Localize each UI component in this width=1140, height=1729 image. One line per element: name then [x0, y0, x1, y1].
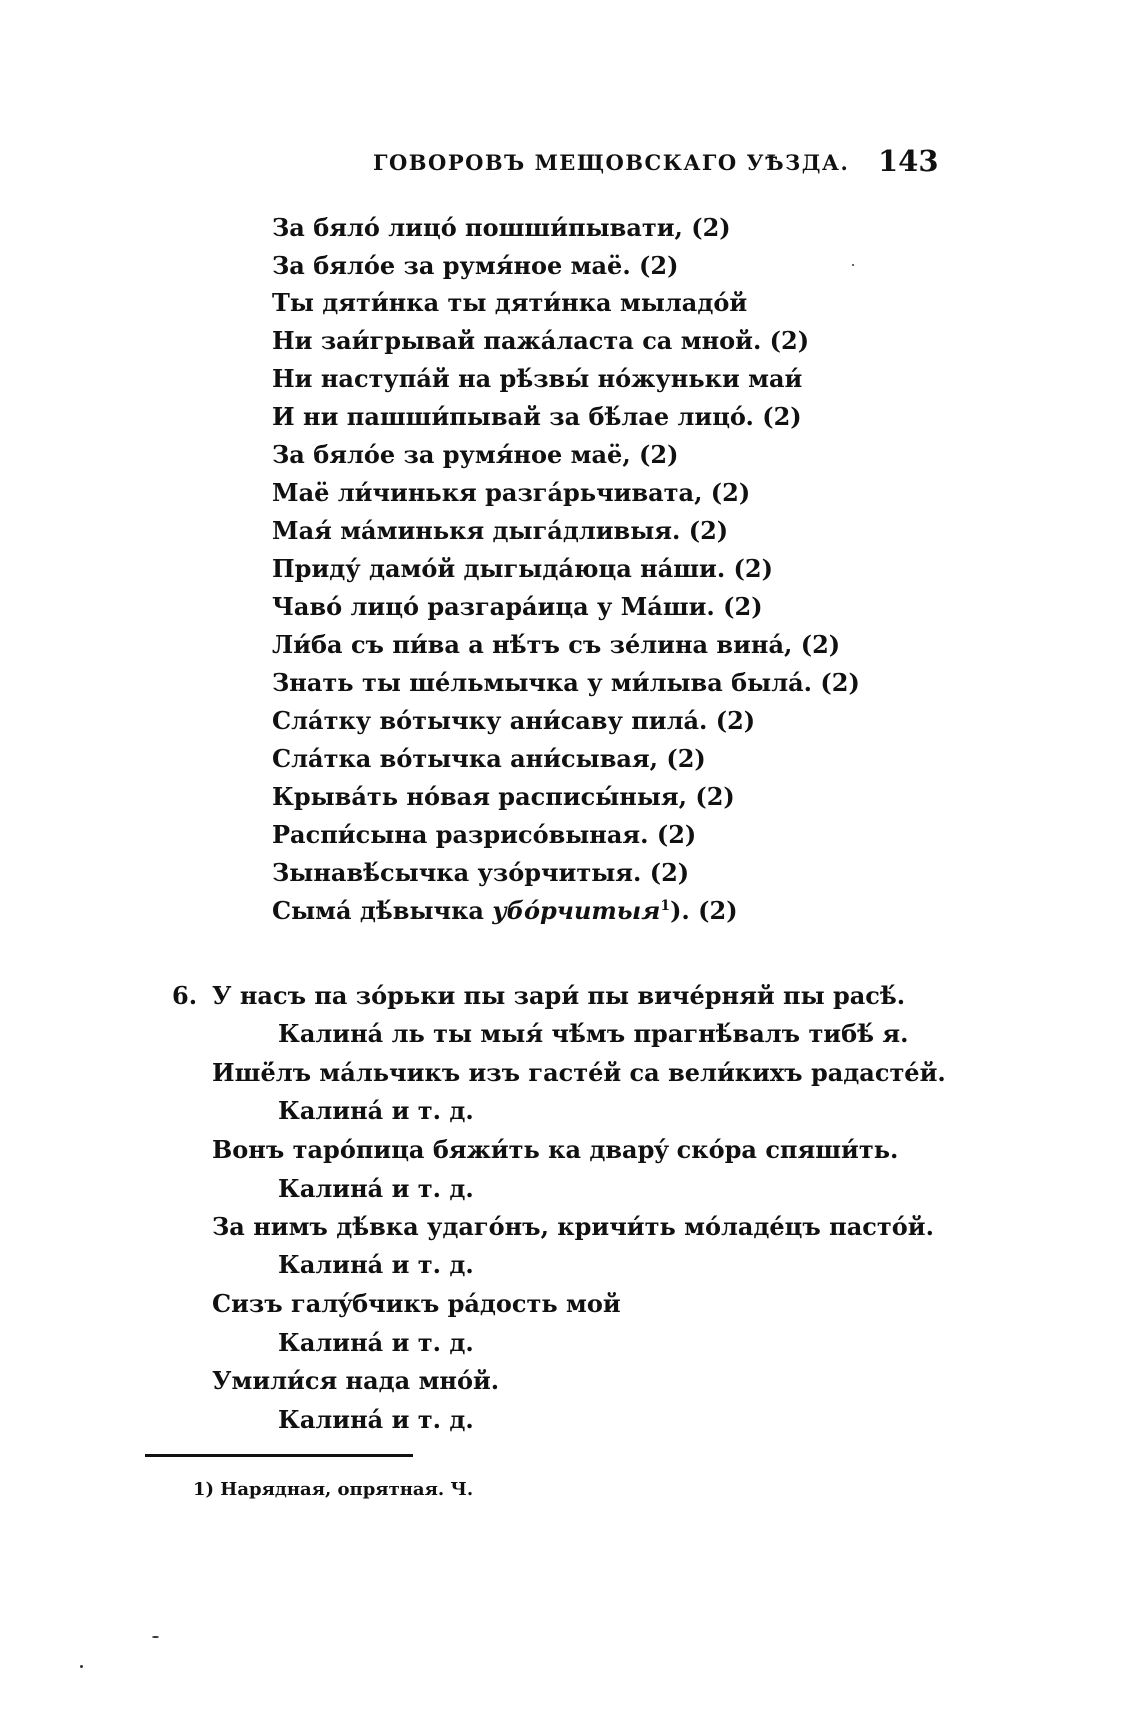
verse-line: У насъ па зóрьки пы зари́ пы вичéрняй пы расѣ́. — [212, 981, 906, 1010]
verse-line: Маё ли́чинькя разгáрьчивата, (2) — [272, 478, 751, 507]
verse-line: Крывáть нóвая расписы́ныя, (2) — [272, 782, 735, 811]
refrain-line: Калинá и т. д. — [278, 1405, 474, 1434]
verse-line-with-footnote — [272, 896, 738, 926]
italic-word: убóрчитыя — [492, 896, 661, 925]
refrain-line: Калинá и т. д. — [278, 1328, 474, 1357]
running-title: ГОВОРОВЪ МЕЩОВСКАГО УѢЗДА. — [373, 150, 850, 175]
verse-line: Ты дяти́нка ты дяти́нка мыладóй — [272, 288, 748, 317]
refrain-line: Калинá и т. д. — [278, 1096, 474, 1125]
verse-line: Ни заи́грывай пажáласта са мной. (2) — [272, 326, 810, 355]
verse-line: И ни пашши́пывай за бѣ́лае лицó. (2) — [272, 402, 802, 431]
verse-line: За нимъ дѣ́вка удагóнъ, кричи́ть мóладéцъ пастóй. — [212, 1212, 934, 1241]
scan-speck — [852, 264, 854, 266]
verse-line: Умили́ся нада мнóй. — [212, 1366, 500, 1395]
verse-line: За бялó лицó пошши́пывати, (2) — [272, 213, 731, 242]
verse-line: Ишё́лъ мáльчикъ изъ гастéй са вели́кихъ радастéй. — [212, 1058, 946, 1087]
refrain-line: Калинá и т. д. — [278, 1250, 474, 1279]
verse-line: Мая́ мáминькя дыгáдливыя. (2) — [272, 516, 729, 545]
verse-line: Приду́ дамóй дыгыдáюца нáши. (2) — [272, 554, 773, 583]
footnote-divider — [145, 1454, 413, 1457]
verse-text: ). (2) — [670, 896, 738, 925]
scan-speck — [80, 1665, 83, 1668]
verse-line: За бялóе за румя́ное маё, (2) — [272, 440, 679, 469]
refrain-line: Калинá ль ты мыя́ чѣ́мъ прагнѣ́валъ тибѣ́ я. — [278, 1019, 909, 1048]
verse-line: Ли́ба съ пи́ва а нѣ́тъ съ зе́лина винá, (2) — [272, 630, 841, 659]
verse-line: Вонъ тарóпица бяжи́ть ка дварý скóра спяши́ть. — [212, 1135, 899, 1164]
verse-line: Слáтка вóтычка ани́сывая, (2) — [272, 744, 706, 773]
verse-line: За бялóе за румя́ное маё. (2) — [272, 251, 679, 280]
verse-line: Слáтку вóтычку ани́саву пилá. (2) — [272, 706, 756, 735]
page-number: 143 — [878, 144, 939, 178]
verse-line: Знать ты ше́льмычка у ми́лыва былá. (2) — [272, 668, 860, 697]
song-number: 6. — [172, 981, 198, 1010]
verse-line: Зынавѣ́сычка узóрчитыя. (2) — [272, 858, 690, 887]
footnote: 1) Нарядная, опрятная. Ч. — [193, 1479, 474, 1500]
scan-speck — [152, 1636, 159, 1638]
footnote-mark: 1 — [660, 898, 671, 914]
verse-text: Сымá дѣ́вычка — [272, 896, 493, 925]
verse-line: Ни наступáй на рѣ́звы́ нóжуньки маи́ — [272, 364, 803, 393]
refrain-line: Калинá и т. д. — [278, 1174, 474, 1203]
verse-line: Распи́сына разрисóвыная. (2) — [272, 820, 697, 849]
page-header — [0, 144, 1140, 182]
verse-line: Сизъ галýбчикъ рáдость мой — [212, 1289, 621, 1318]
verse-line: Чавó лицó разгарáица у Мáши. (2) — [272, 592, 763, 621]
